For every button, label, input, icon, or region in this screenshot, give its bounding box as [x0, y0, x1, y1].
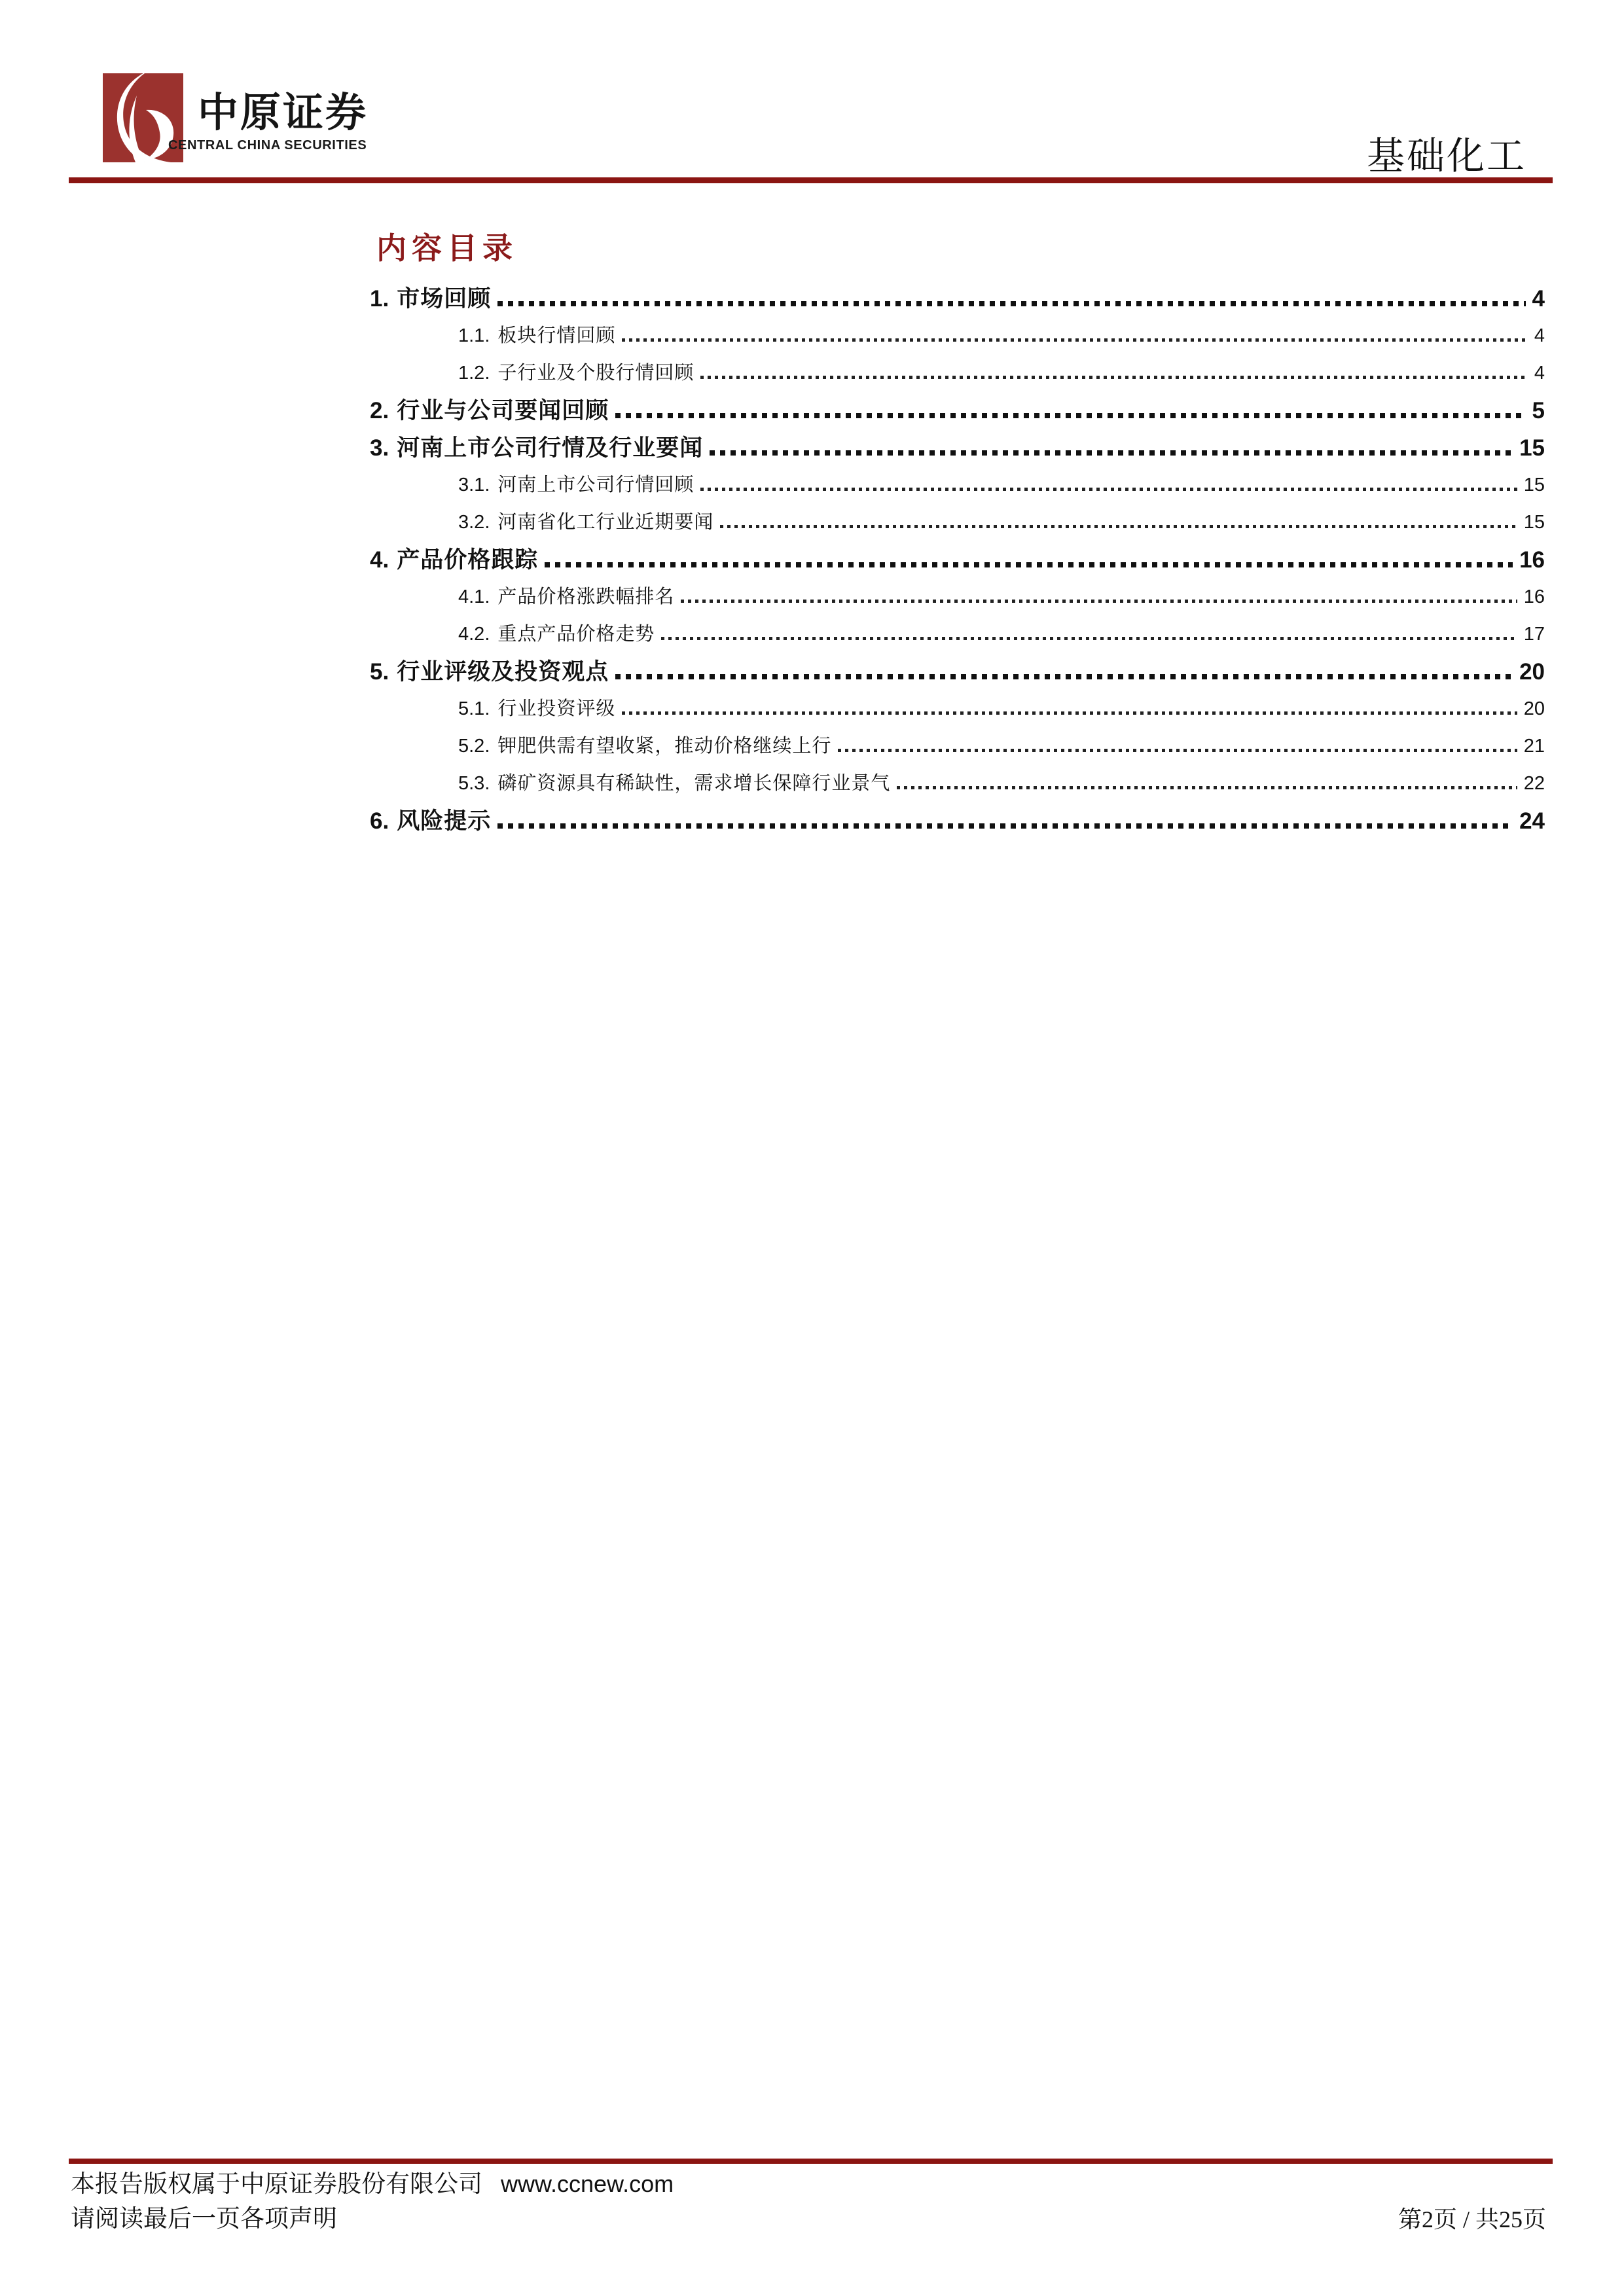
footer-copyright-line	[71, 2168, 674, 2201]
toc-dot-leader	[622, 711, 1517, 715]
toc-dot-leader	[497, 301, 1525, 306]
toc-entry-page: 4	[1534, 325, 1545, 346]
toc-entry-label: 产品价格跟踪	[397, 547, 539, 573]
toc-entry-label: 河南上市公司行情回顾	[497, 475, 695, 495]
toc-entry[interactable]	[370, 616, 1545, 653]
toc-entry-page: 4	[1532, 286, 1545, 312]
toc-entry-number: 1.	[370, 286, 389, 312]
disclaimer-text: 请阅读最后一页各项声明	[71, 2206, 337, 2233]
toc-dot-leader	[615, 674, 1513, 679]
copyright-text: 本报告版权属于中原证券股份有限公司	[71, 2171, 482, 2198]
toc-entry-page: 15	[1523, 512, 1545, 533]
header-rule	[69, 177, 1553, 183]
toc-entry-page: 16	[1519, 547, 1545, 573]
toc-entry-number: 1.2.	[458, 363, 490, 384]
brand-name-en: CENTRAL CHINA SECURITIES	[168, 138, 367, 152]
toc-entry-page: 22	[1523, 773, 1545, 794]
toc-entry-page: 21	[1523, 736, 1545, 757]
toc-entry-page: 24	[1519, 808, 1545, 834]
toc-entry-label: 河南上市公司行情及行业要闻	[397, 435, 704, 461]
toc-entry-number: 4.	[370, 547, 389, 573]
toc-entry[interactable]	[370, 691, 1545, 728]
toc-entry-number: 3.2.	[458, 512, 490, 533]
toc-dot-leader	[497, 823, 1513, 829]
brand-name-cn: 中原证券	[198, 91, 369, 135]
toc-entry-page: 5	[1532, 398, 1545, 423]
toc-entry-page: 17	[1523, 624, 1545, 645]
toc-entry[interactable]	[370, 728, 1545, 765]
toc-dot-leader	[710, 450, 1513, 456]
toc-entry-number: 4.1.	[458, 586, 490, 607]
toc-entry-number: 1.1.	[458, 325, 490, 346]
toc-entry[interactable]	[370, 429, 1545, 467]
toc-entry-label: 市场回顾	[397, 286, 492, 312]
toc-dot-leader	[720, 525, 1517, 528]
toc-entry-label: 行业评级及投资观点	[397, 659, 609, 685]
toc-entry-number: 3.	[370, 435, 389, 461]
toc-entry-page: 16	[1523, 586, 1545, 607]
toc-dot-leader	[622, 338, 1527, 342]
toc-entry-label: 板块行情回顾	[497, 325, 616, 346]
toc-entry-number: 3.1.	[458, 475, 490, 495]
toc-dot-leader	[838, 749, 1517, 752]
toc-entry-number: 4.2.	[458, 624, 490, 645]
toc-entry-number: 5.1.	[458, 698, 490, 719]
toc-entry-label: 磷矿资源具有稀缺性，需求增长保障行业景气	[497, 773, 891, 794]
toc-title: 内容目录	[376, 232, 518, 265]
toc-entry-page: 20	[1523, 698, 1545, 719]
toc-entry[interactable]	[370, 317, 1545, 355]
toc-dot-leader	[700, 376, 1527, 379]
toc-dot-leader	[661, 637, 1517, 640]
toc-entry-label: 重点产品价格走势	[497, 624, 655, 645]
toc-entry[interactable]	[370, 802, 1545, 840]
toc-dot-leader	[545, 562, 1513, 567]
toc-dot-leader	[615, 413, 1525, 418]
toc-entry-number: 5.2.	[458, 736, 490, 757]
toc-entry-label: 钾肥供需有望收紧，推动价格继续上行	[497, 736, 832, 757]
page-indicator: 第2页 / 共25页	[1398, 2206, 1546, 2233]
toc-entry-page: 4	[1534, 363, 1545, 384]
toc-entry-number: 5.3.	[458, 773, 490, 794]
toc-entry-label: 产品价格涨跌幅排名	[497, 586, 675, 607]
footer-rule	[69, 2159, 1553, 2164]
toc-dot-leader	[681, 600, 1517, 603]
toc-entry[interactable]	[370, 280, 1545, 317]
toc-entry-number: 2.	[370, 398, 389, 423]
toc-dot-leader	[897, 786, 1517, 789]
toc-entry[interactable]	[370, 541, 1545, 579]
toc-entry-label: 行业与公司要闻回顾	[397, 398, 609, 423]
toc-entry-label: 河南省化工行业近期要闻	[497, 512, 714, 533]
toc-dot-leader	[700, 488, 1517, 491]
toc-entry-page: 15	[1519, 435, 1545, 461]
toc-entry-label: 子行业及个股行情回顾	[497, 363, 695, 384]
toc-entry[interactable]	[370, 504, 1545, 541]
toc-entry-label: 行业投资评级	[497, 698, 616, 719]
toc-entry[interactable]	[370, 392, 1545, 429]
toc-entry[interactable]	[370, 467, 1545, 504]
toc-entry[interactable]	[370, 765, 1545, 802]
toc-entry[interactable]	[370, 653, 1545, 691]
toc-entry-label: 风险提示	[397, 808, 492, 834]
website-link[interactable]: www.ccnew.com	[501, 2170, 674, 2197]
toc-entry-number: 6.	[370, 808, 389, 834]
toc-entry[interactable]	[370, 355, 1545, 392]
toc-entry-number: 5.	[370, 659, 389, 685]
toc-list	[370, 280, 1545, 840]
toc-entry-page: 20	[1519, 659, 1545, 685]
toc-entry[interactable]	[370, 579, 1545, 616]
industry-category-label: 基础化工	[1366, 135, 1526, 177]
toc-entry-page: 15	[1523, 475, 1545, 495]
